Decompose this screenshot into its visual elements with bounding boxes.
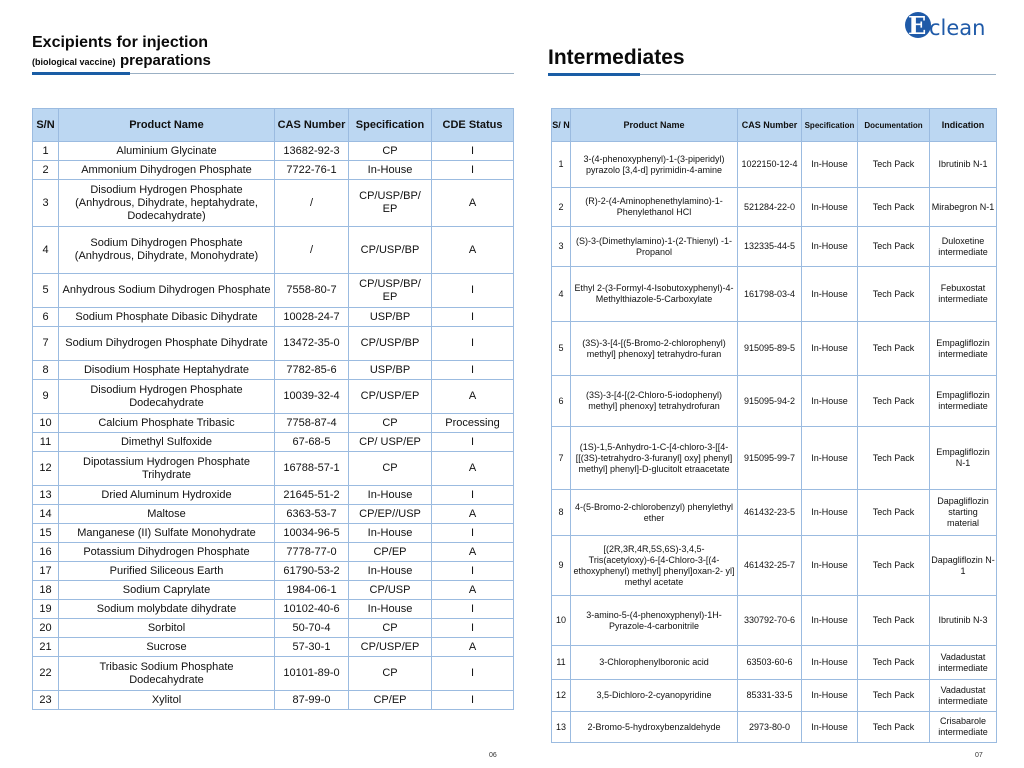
cell-cas-number: 10102-40-6 [275, 600, 349, 619]
cell-cde-status: A [432, 180, 514, 227]
cell-product-name: (1S)-1,5-Anhydro-1-C-[4-chloro-3-[[4-[[(3S)-tetrahydro-3-furanyl] oxy] phenyl] methyl] phenyl]-D-glucitolt etraacetate [571, 427, 738, 490]
cell-product-name: (R)-2-(4-Aminophenethylamino)-1-Phenylethanol HCl [571, 188, 738, 227]
cell-sn: 1 [552, 142, 571, 188]
cell-sn: 5 [33, 274, 59, 308]
cell-product-name: Purified Siliceous Earth [59, 562, 275, 581]
cell-product-name: Sodium Caprylate [59, 581, 275, 600]
cell-documentation: Tech Pack [858, 680, 930, 712]
cell-specification: CP/USP/BP/ EP [349, 180, 432, 227]
cell-product-name: Potassium Dihydrogen Phosphate [59, 543, 275, 562]
cell-cas-number: 13682-92-3 [275, 142, 349, 161]
cell-specification: In-House [802, 267, 858, 322]
cell-sn: 2 [552, 188, 571, 227]
cell-indication: Febuxostat intermediate [930, 267, 997, 322]
cell-product-name: (3S)-3-[4-[(2-Chloro-5-iodophenyl) methyl] phenoxy] tetrahydrofuran [571, 376, 738, 427]
cell-specification: USP/BP [349, 361, 432, 380]
cell-specification: CP/USP/BP [349, 227, 432, 274]
excipient-row [33, 691, 514, 710]
cell-specification: In-House [349, 562, 432, 581]
cell-specification: In-House [802, 322, 858, 376]
cell-cde-status: I [432, 327, 514, 361]
cell-cas-number: 1984-06-1 [275, 581, 349, 600]
excipient-row [33, 227, 514, 274]
cell-sn: 7 [33, 327, 59, 361]
cell-specification: CP [349, 142, 432, 161]
cell-documentation: Tech Pack [858, 376, 930, 427]
cell-indication: Vadadustat intermediate [930, 680, 997, 712]
cell-cas-number: 6363-53-7 [275, 505, 349, 524]
excipient-row [33, 433, 514, 452]
cell-indication: Ibrutinib N-1 [930, 142, 997, 188]
cell-product-name: Disodium Hosphate Heptahydrate [59, 361, 275, 380]
cell-cde-status: A [432, 581, 514, 600]
cell-indication: Empagliflozin intermediate [930, 376, 997, 427]
cell-sn: 10 [552, 596, 571, 646]
cell-specification: In-House [349, 524, 432, 543]
intermediate-row [552, 712, 997, 743]
left-title-line1: Excipients for injection [32, 34, 209, 51]
intermediate-row [552, 227, 997, 267]
excipient-row [33, 180, 514, 227]
cell-cde-status: A [432, 505, 514, 524]
cell-specification: CP/EP [349, 691, 432, 710]
cell-specification: In-House [802, 376, 858, 427]
cell-product-name: Manganese (II) Sulfate Monohydrate [59, 524, 275, 543]
intermediate-row [552, 646, 997, 680]
cell-cas-number: 87-99-0 [275, 691, 349, 710]
cell-cas-number: 57-30-1 [275, 638, 349, 657]
excipient-row [33, 581, 514, 600]
cell-specification: CP [349, 414, 432, 433]
cell-cas-number: 7782-85-6 [275, 361, 349, 380]
cell-sn: 23 [33, 691, 59, 710]
cell-cas-number: 915095-89-5 [738, 322, 802, 376]
cell-indication: Dapagliflozin N-1 [930, 536, 997, 596]
cell-product-name: 3-Chlorophenylboronic acid [571, 646, 738, 680]
cell-cas-number: 10101-89-0 [275, 657, 349, 691]
cell-product-name: Sodium Phosphate Dibasic Dihydrate [59, 308, 275, 327]
excipient-row [33, 524, 514, 543]
cell-cas-number: 132335-44-5 [738, 227, 802, 267]
cell-cas-number: 85331-33-5 [738, 680, 802, 712]
excipient-row [33, 308, 514, 327]
cell-specification: In-House [349, 161, 432, 180]
excipient-row [33, 274, 514, 308]
cell-sn: 9 [552, 536, 571, 596]
cell-cas-number: 7722-76-1 [275, 161, 349, 180]
cell-cde-status: I [432, 657, 514, 691]
excipient-row [33, 142, 514, 161]
cell-cde-status: A [432, 543, 514, 562]
left-title-line2 [32, 52, 211, 71]
cell-product-name: 2-Bromo-5-hydroxybenzaldehyde [571, 712, 738, 743]
intermediate-row [552, 188, 997, 227]
intermediate-row [552, 536, 997, 596]
cell-specification: CP/USP [349, 581, 432, 600]
cell-specification: CP [349, 657, 432, 691]
cell-sn: 3 [33, 180, 59, 227]
cell-specification: CP/EP [349, 543, 432, 562]
cell-sn: 6 [33, 308, 59, 327]
cell-product-name: Xylitol [59, 691, 275, 710]
cell-indication: Ibrutinib N-3 [930, 596, 997, 646]
cell-sn: 13 [33, 486, 59, 505]
col-header-specification: Specification [802, 109, 858, 142]
cell-cas-number: 161798-03-4 [738, 267, 802, 322]
col-header-sn: S/N [33, 109, 59, 142]
cell-cas-number: 7758-87-4 [275, 414, 349, 433]
cell-cde-status: I [432, 562, 514, 581]
cell-sn: 6 [552, 376, 571, 427]
cell-product-name: Disodium Hydrogen Phosphate (Anhydrous, Dihydrate, heptahydrate, Dodecahydrate) [59, 180, 275, 227]
intermediate-row [552, 596, 997, 646]
cell-product-name: Disodium Hydrogen Phosphate Dodecahydrate [59, 380, 275, 414]
excipient-row [33, 361, 514, 380]
cell-documentation: Tech Pack [858, 188, 930, 227]
cell-sn: 17 [33, 562, 59, 581]
cell-cas-number: 2973-80-0 [738, 712, 802, 743]
cell-specification: In-House [802, 188, 858, 227]
cell-cde-status: I [432, 433, 514, 452]
cell-product-name: Calcium Phosphate Tribasic [59, 414, 275, 433]
right-page-number: 07 [975, 752, 983, 759]
cell-cas-number: 67-68-5 [275, 433, 349, 452]
cell-sn: 18 [33, 581, 59, 600]
cell-documentation: Tech Pack [858, 142, 930, 188]
cell-product-name: [(2R,3R,4R,5S,6S)-3,4,5-Tris(acetyloxy)-6-[4-Chloro-3-[(4-ethoxyphenyl) methyl] phenyl]oxan-2- yl] methyl acetate [571, 536, 738, 596]
cell-sn: 8 [33, 361, 59, 380]
cell-specification: In-House [802, 227, 858, 267]
left-title-subtitle-big: preparations [119, 52, 211, 69]
cell-indication: Empagliflozin intermediate [930, 322, 997, 376]
excipient-row [33, 619, 514, 638]
cell-specification: In-House [802, 490, 858, 536]
cell-cas-number: 10039-32-4 [275, 380, 349, 414]
excipient-row [33, 600, 514, 619]
cell-cde-status: I [432, 274, 514, 308]
cell-sn: 10 [33, 414, 59, 433]
cell-sn: 3 [552, 227, 571, 267]
cell-cas-number: 461432-25-7 [738, 536, 802, 596]
cell-cde-status: I [432, 308, 514, 327]
cell-cas-number: 10034-96-5 [275, 524, 349, 543]
intermediate-row [552, 322, 997, 376]
intermediate-row [552, 490, 997, 536]
cell-cas-number: 50-70-4 [275, 619, 349, 638]
cell-cas-number: / [275, 227, 349, 274]
cell-product-name: Dried Aluminum Hydroxide [59, 486, 275, 505]
cell-cas-number: 1022150-12-4 [738, 142, 802, 188]
excipient-row [33, 414, 514, 433]
col-header-specification: Specification [349, 109, 432, 142]
cell-documentation: Tech Pack [858, 267, 930, 322]
cell-sn: 22 [33, 657, 59, 691]
cell-sn: 11 [33, 433, 59, 452]
col-header-product-name: Product Name [571, 109, 738, 142]
cell-documentation: Tech Pack [858, 427, 930, 490]
cell-sn: 16 [33, 543, 59, 562]
cell-cas-number: / [275, 180, 349, 227]
cell-cas-number: 461432-23-5 [738, 490, 802, 536]
right-page-title: Intermediates [548, 46, 685, 69]
col-header-cas-number: CAS Number [275, 109, 349, 142]
cell-cas-number: 16788-57-1 [275, 452, 349, 486]
cell-cde-status: I [432, 361, 514, 380]
cell-indication: Vadadustat intermediate [930, 646, 997, 680]
left-page-number: 06 [489, 752, 497, 759]
cell-specification: In-House [802, 142, 858, 188]
excipients-header-row [33, 109, 514, 142]
cell-cde-status: I [432, 161, 514, 180]
col-header-cas-number: CAS Number [738, 109, 802, 142]
excipient-row [33, 486, 514, 505]
cell-cde-status: I [432, 619, 514, 638]
cell-cde-status: I [432, 691, 514, 710]
cell-cas-number: 915095-94-2 [738, 376, 802, 427]
cell-sn: 1 [33, 142, 59, 161]
excipient-row [33, 638, 514, 657]
cell-cas-number: 7558-80-7 [275, 274, 349, 308]
intermediates-header-row [552, 109, 997, 142]
cell-product-name: Anhydrous Sodium Dihydrogen Phosphate [59, 274, 275, 308]
cell-specification: In-House [349, 486, 432, 505]
cell-sn: 21 [33, 638, 59, 657]
cell-sn: 4 [552, 267, 571, 322]
cell-product-name: Aluminium Glycinate [59, 142, 275, 161]
cell-indication: Dapagliflozin starting material [930, 490, 997, 536]
cell-cde-status: A [432, 452, 514, 486]
cell-product-name: Sodium Dihydrogen Phosphate Dihydrate [59, 327, 275, 361]
left-title-subtitle-small: (biological vaccine) [32, 57, 116, 67]
excipient-row [33, 452, 514, 486]
cell-sn: 20 [33, 619, 59, 638]
cell-sn: 7 [552, 427, 571, 490]
cell-cas-number: 13472-35-0 [275, 327, 349, 361]
excipient-row [33, 380, 514, 414]
excipient-row [33, 327, 514, 361]
cell-product-name: Dipotassium Hydrogen Phosphate Trihydrate [59, 452, 275, 486]
excipient-row [33, 543, 514, 562]
intermediate-row [552, 267, 997, 322]
cell-product-name: Sodium molybdate dihydrate [59, 600, 275, 619]
cell-cde-status: I [432, 600, 514, 619]
cell-specification: CP/USP/BP [349, 327, 432, 361]
cell-specification: CP/EP//USP [349, 505, 432, 524]
logo-text: clean [929, 16, 986, 40]
cell-product-name: 4-(5-Bromo-2-chlorobenzyl) phenylethyl ether [571, 490, 738, 536]
cell-sn: 2 [33, 161, 59, 180]
cell-sn: 13 [552, 712, 571, 743]
eclean-logo [905, 10, 990, 42]
cell-product-name: Sodium Dihydrogen Phosphate (Anhydrous, Dihydrate, Monohydrate) [59, 227, 275, 274]
cell-documentation: Tech Pack [858, 490, 930, 536]
col-header-product-name: Product Name [59, 109, 275, 142]
cell-cde-status: A [432, 227, 514, 274]
right-title-accent [548, 73, 640, 76]
cell-product-name: Ethyl 2-(3-Formyl-4-Isobutoxyphenyl)-4-Methylthiazole-5-Carboxylate [571, 267, 738, 322]
cell-specification: CP/USP/EP [349, 380, 432, 414]
cell-product-name: Dimethyl Sulfoxide [59, 433, 275, 452]
cell-indication: Empagliflozin N-1 [930, 427, 997, 490]
cell-product-name: 3,5-Dichloro-2-cyanopyridine [571, 680, 738, 712]
logo-letter: E [908, 11, 927, 40]
cell-cas-number: 915095-99-7 [738, 427, 802, 490]
col-header-documentation: Documentation [858, 109, 930, 142]
cell-cde-status: I [432, 142, 514, 161]
cell-product-name: Ammonium Dihydrogen Phosphate [59, 161, 275, 180]
excipient-row [33, 505, 514, 524]
excipients-table [32, 108, 514, 710]
intermediate-row [552, 142, 997, 188]
col-header-sn: S/ N [552, 109, 571, 142]
cell-cde-status: I [432, 524, 514, 543]
cell-indication: Mirabegron N-1 [930, 188, 997, 227]
intermediate-row [552, 680, 997, 712]
cell-specification: In-House [802, 536, 858, 596]
cell-documentation: Tech Pack [858, 536, 930, 596]
cell-product-name: 3-amino-5-(4-phenoxyphenyl)-1H-Pyrazole-4-carbonitrile [571, 596, 738, 646]
cell-cas-number: 330792-70-6 [738, 596, 802, 646]
left-page-title [32, 34, 211, 71]
cell-specification: In-House [802, 680, 858, 712]
cell-cas-number: 21645-51-2 [275, 486, 349, 505]
cell-sn: 11 [552, 646, 571, 680]
intermediates-table [551, 108, 997, 743]
cell-cde-status: A [432, 638, 514, 657]
cell-product-name: Sucrose [59, 638, 275, 657]
cell-specification: In-House [802, 712, 858, 743]
intermediate-row [552, 376, 997, 427]
cell-product-name: Tribasic Sodium Phosphate Dodecahydrate [59, 657, 275, 691]
cell-cas-number: 7778-77-0 [275, 543, 349, 562]
excipient-row [33, 657, 514, 691]
cell-cde-status: I [432, 486, 514, 505]
cell-indication: Crisabarole intermediate [930, 712, 997, 743]
cell-product-name: (S)-3-(Dimethylamino)-1-(2-Thienyl) -1-Propanol [571, 227, 738, 267]
cell-product-name: 3-(4-phenoxyphenyl)-1-(3-piperidyl) pyrazolo [3,4-d] pyrimidin-4-amine [571, 142, 738, 188]
cell-sn: 12 [33, 452, 59, 486]
cell-cas-number: 61790-53-2 [275, 562, 349, 581]
cell-product-name: Sorbitol [59, 619, 275, 638]
cell-product-name: Maltose [59, 505, 275, 524]
cell-cas-number: 521284-22-0 [738, 188, 802, 227]
cell-sn: 14 [33, 505, 59, 524]
cell-sn: 19 [33, 600, 59, 619]
cell-sn: 8 [552, 490, 571, 536]
cell-specification: In-House [802, 646, 858, 680]
left-title-accent [32, 72, 130, 75]
cell-specification: USP/BP [349, 308, 432, 327]
col-header-indication: Indication [930, 109, 997, 142]
cell-specification: CP [349, 619, 432, 638]
cell-cde-status: Processing [432, 414, 514, 433]
cell-cas-number: 10028-24-7 [275, 308, 349, 327]
cell-sn: 5 [552, 322, 571, 376]
cell-sn: 12 [552, 680, 571, 712]
cell-sn: 9 [33, 380, 59, 414]
cell-sn: 15 [33, 524, 59, 543]
cell-documentation: Tech Pack [858, 646, 930, 680]
cell-specification: In-House [802, 427, 858, 490]
cell-product-name: (3S)-3-[4-[(5-Bromo-2-chlorophenyl) methyl] phenoxy] tetrahydro-furan [571, 322, 738, 376]
excipient-row [33, 161, 514, 180]
cell-cde-status: A [432, 380, 514, 414]
cell-documentation: Tech Pack [858, 596, 930, 646]
intermediate-row [552, 427, 997, 490]
cell-specification: CP/USP/EP [349, 638, 432, 657]
cell-documentation: Tech Pack [858, 712, 930, 743]
cell-specification: In-House [349, 600, 432, 619]
cell-indication: Duloxetine intermediate [930, 227, 997, 267]
cell-specification: CP [349, 452, 432, 486]
cell-documentation: Tech Pack [858, 227, 930, 267]
excipient-row [33, 562, 514, 581]
cell-specification: CP/USP/BP/ EP [349, 274, 432, 308]
cell-specification: CP/ USP/EP [349, 433, 432, 452]
col-header-cde-status: CDE Status [432, 109, 514, 142]
cell-sn: 4 [33, 227, 59, 274]
cell-cas-number: 63503-60-6 [738, 646, 802, 680]
cell-specification: In-House [802, 596, 858, 646]
cell-documentation: Tech Pack [858, 322, 930, 376]
